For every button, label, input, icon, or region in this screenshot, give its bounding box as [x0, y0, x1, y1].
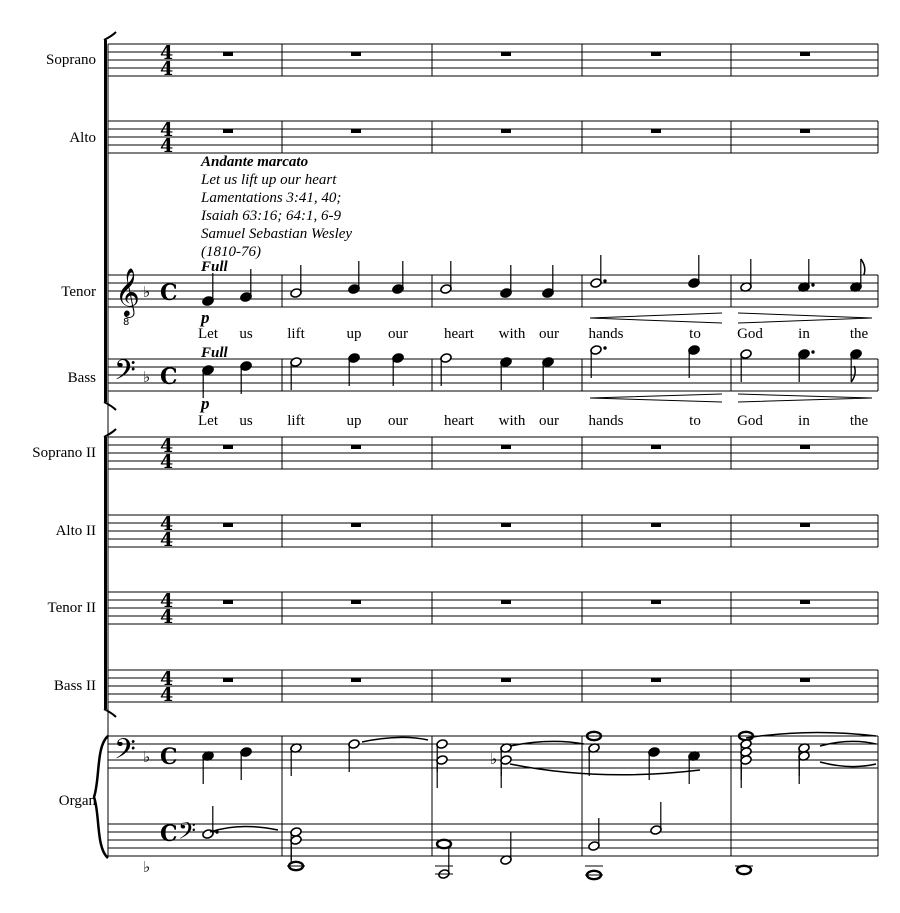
whole-rest: [651, 129, 661, 133]
scripture-reference-1: Lamentations 3:41, 40;: [201, 190, 342, 206]
svg-text:𝄢: 𝄢: [114, 733, 136, 773]
lyric-syllable: our: [388, 326, 408, 342]
bass-lyrics: [198, 413, 869, 429]
common-time: C: [160, 744, 178, 770]
lyric-syllable: with: [498, 413, 526, 429]
whole-rest: [223, 445, 233, 449]
whole-rest: [351, 678, 361, 682]
lyric-syllable: to: [689, 326, 701, 342]
whole-rest: [651, 678, 661, 682]
staff-label-alto-ii: Alto II: [55, 523, 96, 539]
whole-rest: [223, 523, 233, 527]
tempo-marking: Andante marcato: [201, 154, 309, 170]
lyric-syllable: Let: [198, 413, 218, 429]
staff-label-bass-ii: Bass II: [53, 678, 96, 694]
composer: Samuel Sebastian Wesley: [201, 226, 353, 242]
whole-rest: [351, 600, 361, 604]
staff-label-alto: Alto: [69, 130, 96, 146]
lyric-syllable: our: [539, 326, 559, 342]
time-signature-denominator: 4: [160, 684, 174, 706]
lyric-syllable: heart: [444, 413, 474, 429]
lyric-syllable: in: [798, 326, 810, 342]
crescendo-bass: [590, 394, 722, 402]
tenor-dynamic: p: [201, 308, 210, 327]
organ-brace: [94, 736, 108, 858]
whole-rest: [651, 523, 661, 527]
common-time: C: [160, 280, 178, 306]
whole-rest: [501, 52, 511, 56]
whole-rest: [800, 678, 810, 682]
key-signature-flat: ♭: [143, 368, 151, 386]
whole-rest: [651, 52, 661, 56]
staff-label-bass: Bass: [67, 370, 96, 386]
bass-clef-icon: [114, 354, 136, 394]
whole-rest: [501, 678, 511, 682]
bass-direction: Full: [201, 345, 228, 361]
dot: [811, 283, 814, 286]
staff-label-tenor: Tenor: [61, 284, 96, 300]
organ-bass-clef-icon: [114, 733, 136, 773]
whole-rest: [501, 445, 511, 449]
whole-rest: [800, 129, 810, 133]
lyric-syllable: to: [689, 413, 701, 429]
organ-ties: [210, 732, 876, 832]
time-signature-denominator: 4: [160, 451, 174, 473]
time-signature-numerator: 4: [160, 668, 174, 690]
time-signature-numerator: 4: [160, 435, 174, 457]
whole-rest: [800, 600, 810, 604]
staff-label-soprano-ii: Soprano II: [32, 445, 96, 461]
whole-rest: [351, 52, 361, 56]
common-time: C: [160, 364, 178, 390]
bass-dynamic: p: [201, 394, 210, 413]
staff-label-soprano: Soprano: [46, 52, 96, 68]
composer-dates: (1810-76): [201, 244, 261, 260]
tenor-direction: Full: [201, 259, 228, 275]
lyric-syllable: in: [798, 413, 810, 429]
whole-rest: [800, 52, 810, 56]
lyric-syllable: us: [239, 326, 253, 342]
scripture-reference-2: Isaiah 63:16; 64:1, 6-9: [201, 208, 341, 224]
time-signature-numerator: 4: [160, 42, 174, 64]
whole-rest: [351, 129, 361, 133]
whole-note: [737, 866, 751, 874]
whole-rest: [223, 678, 233, 682]
whole-rest: [501, 600, 511, 604]
whole-rest: [501, 523, 511, 527]
lyric-syllable: our: [388, 413, 408, 429]
lyric-syllable: us: [239, 413, 253, 429]
time-signature-denominator: 4: [160, 135, 174, 157]
lyric-syllable: heart: [444, 326, 474, 342]
svg-text:8: 8: [123, 317, 130, 328]
treble-clef-icon: [115, 267, 140, 328]
lyric-syllable: Let: [198, 326, 218, 342]
whole-rest: [351, 523, 361, 527]
dot: [811, 350, 814, 353]
lyric-syllable: lift: [287, 413, 305, 429]
crescendo-tenor: [590, 313, 722, 323]
lyric-syllable: up: [346, 413, 362, 429]
notes: [202, 255, 865, 879]
staff-label-organ: Organ: [58, 793, 96, 809]
lyric-syllable: God: [737, 326, 763, 342]
key-signature-flat: ♭: [143, 283, 151, 301]
staff-label-tenor-ii: Tenor II: [47, 600, 96, 616]
lyric-syllable: our: [539, 413, 559, 429]
whole-rest: [651, 600, 661, 604]
diminuendo-tenor: [738, 313, 872, 323]
time-signature-numerator: 4: [160, 119, 174, 141]
lyric-syllable: the: [849, 326, 869, 342]
whole-rest: [351, 445, 361, 449]
whole-rest: [651, 445, 661, 449]
svg-text:𝄢: 𝄢: [178, 817, 197, 850]
lyric-syllable: the: [849, 413, 869, 429]
dot: [603, 346, 606, 349]
time-signature-denominator: 4: [160, 606, 174, 628]
time-signature-numerator: 4: [160, 590, 174, 612]
time-signature-numerator: 4: [160, 513, 174, 535]
key-signature-flat: ♭: [143, 858, 151, 876]
lyric-syllable: hands: [588, 326, 624, 342]
time-signature-denominator: 4: [160, 58, 174, 80]
key-signature-flat: ♭: [143, 748, 151, 766]
svg-text:𝄢: 𝄢: [114, 354, 136, 394]
lyric-syllable: God: [737, 413, 763, 429]
common-time: C: [160, 821, 178, 847]
whole-rest: [501, 129, 511, 133]
organ-lower-bass-clef-icon: [178, 817, 196, 850]
whole-rest: [223, 129, 233, 133]
diminuendo-bass: [738, 394, 872, 402]
whole-rest: [800, 445, 810, 449]
whole-rest: [800, 523, 810, 527]
whole-rest: [223, 600, 233, 604]
lyric-syllable: lift: [287, 326, 305, 342]
time-signature-denominator: 4: [160, 529, 174, 551]
flat-accidental: ♭: [490, 750, 498, 768]
svg-text:𝄞: 𝄞: [115, 267, 140, 316]
piece-title: Let us lift up our heart: [201, 172, 337, 188]
lyric-syllable: with: [498, 326, 526, 342]
choir-ii-bracket: [104, 429, 116, 717]
lyric-syllable: hands: [588, 413, 624, 429]
tenor-lyrics: [198, 326, 869, 342]
lyric-syllable: up: [346, 326, 362, 342]
whole-rest: [223, 52, 233, 56]
dot: [603, 279, 606, 282]
